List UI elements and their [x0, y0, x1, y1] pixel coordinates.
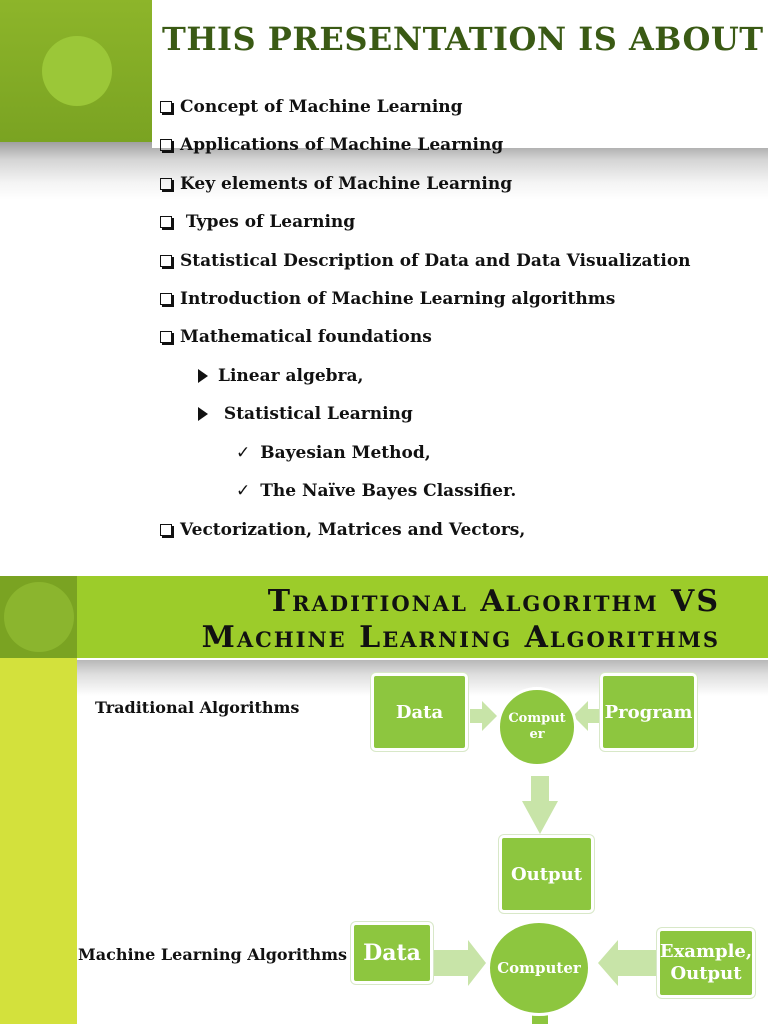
- sub-sub-bullet-item: [236, 443, 431, 463]
- slide-title-line-1: Traditional Algorithm VS: [267, 584, 720, 619]
- bullet-item: [160, 97, 463, 117]
- arrowhead-bullet-icon: [198, 407, 208, 421]
- checkbox-bullet-icon: [160, 178, 172, 190]
- program-box: Program: [600, 673, 697, 751]
- arrow-down: [522, 776, 558, 834]
- example-output-box: Example, Output: [657, 928, 755, 998]
- bullet-item: [160, 135, 503, 155]
- computer-node: Comput er: [497, 687, 577, 767]
- bullet-item: [160, 520, 525, 540]
- output-box: Output: [499, 835, 594, 913]
- slide-traditional-vs-ml: [0, 576, 768, 1024]
- checkbox-bullet-icon: [160, 524, 172, 536]
- sub-bullet-item: [198, 404, 413, 424]
- sub-sub-bullet-text: Bayesian Method,: [260, 443, 431, 463]
- checkbox-bullet-icon: [160, 293, 172, 305]
- decorative-circle: [42, 36, 112, 106]
- bullet-item: [160, 327, 432, 347]
- checkbox-bullet-icon: [160, 331, 172, 343]
- sub-bullet-text: Statistical Learning: [218, 404, 413, 424]
- bullet-text: Statistical Description of Data and Data Visualization: [180, 251, 691, 271]
- slide-title: THIS PRESENTATION IS ABOUT: [162, 20, 764, 58]
- sub-sub-bullet-text: The Naïve Bayes Classifier.: [260, 481, 517, 501]
- bullet-text: Key elements of Machine Learning: [180, 174, 513, 194]
- checkmark-bullet-icon: ✓: [236, 481, 251, 501]
- checkbox-bullet-icon: [160, 216, 172, 228]
- computer-node: Computer: [487, 920, 591, 1016]
- bullet-item: [160, 174, 512, 194]
- bullet-item: [160, 212, 355, 232]
- sub-sub-bullet-item: [236, 481, 516, 501]
- bullet-text: Types of Learning: [180, 212, 356, 232]
- bullet-text: Introduction of Machine Learning algorithms: [180, 289, 616, 309]
- slide-title-line-2: Machine Learning Algorithms: [201, 620, 720, 655]
- arrow-left: [573, 701, 600, 731]
- bullet-item: [160, 251, 691, 271]
- checkbox-bullet-icon: [160, 255, 172, 267]
- checkmark-bullet-icon: ✓: [236, 443, 251, 463]
- sub-bullet-text: Linear algebra,: [218, 366, 364, 386]
- ml-algorithms-label: Machine Learning Algorithms: [78, 945, 348, 964]
- bullet-text: Mathematical foundations: [180, 327, 432, 347]
- arrow-right: [470, 701, 497, 731]
- checkbox-bullet-icon: [160, 139, 172, 151]
- arrow-right: [434, 940, 486, 986]
- arrow-left: [598, 940, 656, 986]
- bullet-text: Vectorization, Matrices and Vectors,: [180, 520, 526, 540]
- checkbox-bullet-icon: [160, 101, 172, 113]
- arrowhead-bullet-icon: [198, 369, 208, 383]
- bullet-text: Applications of Machine Learning: [180, 135, 504, 155]
- bullet-item: [160, 289, 615, 309]
- bullet-text: Concept of Machine Learning: [180, 97, 463, 117]
- sub-bullet-item: [198, 366, 363, 386]
- data-box: Data: [351, 922, 433, 984]
- data-box: Data: [371, 673, 468, 751]
- traditional-algorithms-label: Traditional Algorithms: [95, 698, 300, 717]
